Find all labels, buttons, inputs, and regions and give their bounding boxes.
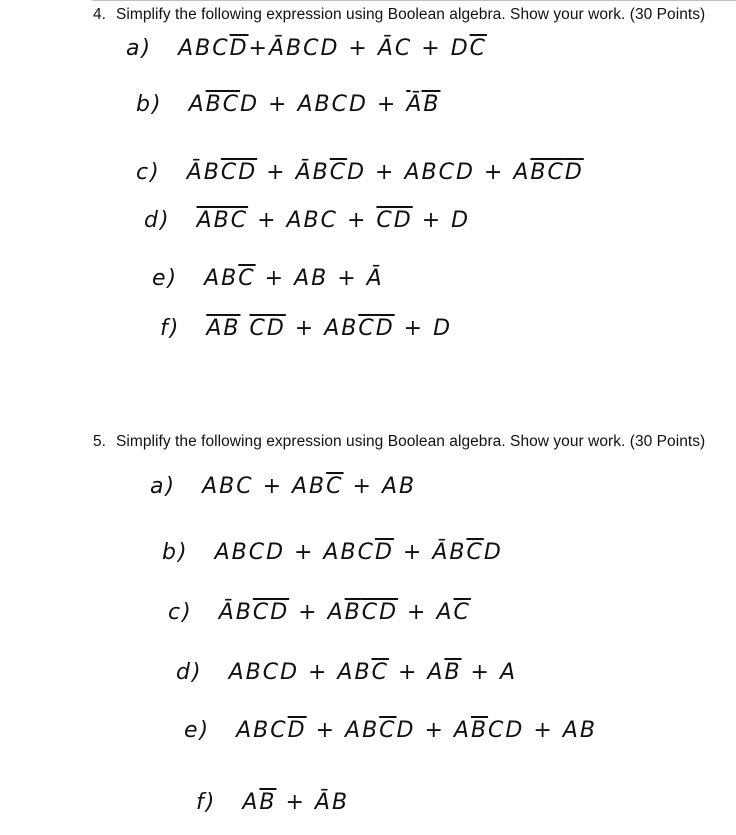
term-overline: $\overline{C}$: [379, 718, 397, 743]
q5-item-b: [162, 540, 503, 565]
term: + AB: [343, 474, 417, 499]
term-overline: $\overline{C}$: [329, 160, 348, 185]
term-overline: $\overline{C}$: [238, 266, 256, 291]
term-overline: $\overline{C}$: [466, 540, 484, 565]
item-label: b): [136, 92, 163, 117]
top-rule: [92, 0, 736, 1]
term-overline: $\overline{B}$: [259, 790, 277, 815]
item-label: d): [144, 208, 171, 233]
question-5-prompt: [93, 433, 705, 451]
term: ABCD + ABC: [214, 540, 375, 565]
term-overline: $\overline{CD}$: [249, 316, 286, 341]
term: + A: [289, 600, 345, 625]
term: D + ABCD + A: [347, 160, 531, 185]
q4-item-b: [136, 92, 440, 117]
term-overline: $\overline{C}$: [469, 36, 488, 61]
operator: +: [257, 160, 296, 185]
operator: +: [393, 540, 433, 565]
question-5-text: Simplify the following expression using Boolean algebra. Show your work. (30 Points): [116, 433, 706, 450]
term: ABCD + AB: [228, 660, 372, 685]
q4-item-f: [160, 316, 452, 341]
term: CD + AB: [488, 718, 597, 743]
item-label: c): [136, 160, 161, 185]
term-overline: $\overline{D}$: [287, 718, 307, 743]
q5-item-f: [196, 790, 349, 815]
question-4-prompt: [93, 6, 705, 24]
term: ABC + AB: [202, 474, 327, 499]
term-overline: $\overline{C}$: [371, 660, 389, 685]
item-label: e): [152, 266, 179, 291]
q4-item-a: [126, 36, 487, 61]
term-overline: $\overline{ABC}$: [196, 208, 249, 233]
q4-item-d: [144, 208, 470, 233]
term: ABC: [178, 36, 230, 61]
q4-item-e: [152, 266, 384, 291]
term-overline: $\overline{D}$: [229, 36, 249, 61]
term-overline: $\overline{C}$: [453, 600, 471, 625]
term: + A: [398, 600, 454, 625]
item-label: a): [150, 474, 177, 499]
term: + D: [394, 316, 453, 341]
term: + D: [412, 36, 470, 61]
q4-item-c: [136, 160, 584, 185]
term: D + A: [396, 718, 471, 743]
question-4-text: Simplify the following expression using Boolean algebra. Show your work. (30 Points): [116, 6, 706, 23]
term: + AB: [285, 316, 359, 341]
item-label: a): [126, 36, 153, 61]
term: + D: [412, 208, 471, 233]
term-overline: $\overline{AB}$: [206, 316, 241, 341]
term: B: [449, 540, 467, 565]
term: B: [235, 600, 253, 625]
term-overline: $\overline{CD}$: [358, 316, 395, 341]
term-overline: $\overline{BC}$: [205, 92, 241, 117]
term: B: [312, 160, 330, 185]
term: Ā: [268, 36, 287, 61]
term: + AB +: [255, 266, 367, 291]
operator: +: [276, 790, 315, 815]
term-overline: $\overline{B}$: [444, 660, 462, 685]
q5-item-c: [168, 600, 471, 625]
question-5-number: 5.: [93, 433, 107, 450]
q5-item-e: [184, 718, 597, 743]
operator: +: [248, 36, 269, 61]
q5-item-a: [150, 474, 416, 499]
term-overline: $\overline{B}$: [344, 600, 362, 625]
question-4-number: 4.: [93, 6, 107, 23]
item-label: f): [196, 790, 217, 815]
term: Ā: [295, 160, 313, 185]
item-label: e): [184, 718, 211, 743]
term-overline: $\overline{ĀB}$: [406, 92, 441, 117]
q5-item-d: [176, 660, 517, 685]
item-label: c): [168, 600, 193, 625]
item-label: f): [160, 316, 181, 341]
term-overline: $\overline{D}$: [374, 540, 394, 565]
term-overline: $\overline{B}$: [470, 718, 489, 743]
term: A: [242, 790, 260, 815]
term: D + ABCD +: [240, 92, 407, 117]
term: ĀB: [186, 160, 221, 185]
term: Ā: [218, 600, 236, 625]
term: D: [483, 540, 503, 565]
term: ABC: [236, 718, 288, 743]
term-overline: $\overline{CD}$: [376, 208, 413, 233]
term: + A: [388, 660, 445, 685]
term-overline: $\overline{CD}$: [361, 600, 399, 625]
term: + ABC +: [248, 208, 377, 233]
term: ĀC: [377, 36, 413, 61]
term: + AB: [306, 718, 380, 743]
term-overline: $\overline{CD}$: [220, 160, 258, 185]
term: + A: [461, 660, 518, 685]
term: AB: [204, 266, 239, 291]
term: A: [188, 92, 206, 117]
term: BCD +: [286, 36, 378, 61]
term-overline: $\overline{BC}$: [530, 160, 565, 185]
term: Ā: [366, 266, 384, 291]
term: B: [331, 790, 350, 815]
term: Ā: [314, 790, 332, 815]
term-overline: $\overline{C}$: [326, 474, 344, 499]
term-overline: $\overline{CD}$: [252, 600, 290, 625]
term: Ā: [432, 540, 450, 565]
item-label: d): [176, 660, 203, 685]
term-overline: $\overline{D}$: [564, 160, 584, 185]
item-label: b): [162, 540, 189, 565]
